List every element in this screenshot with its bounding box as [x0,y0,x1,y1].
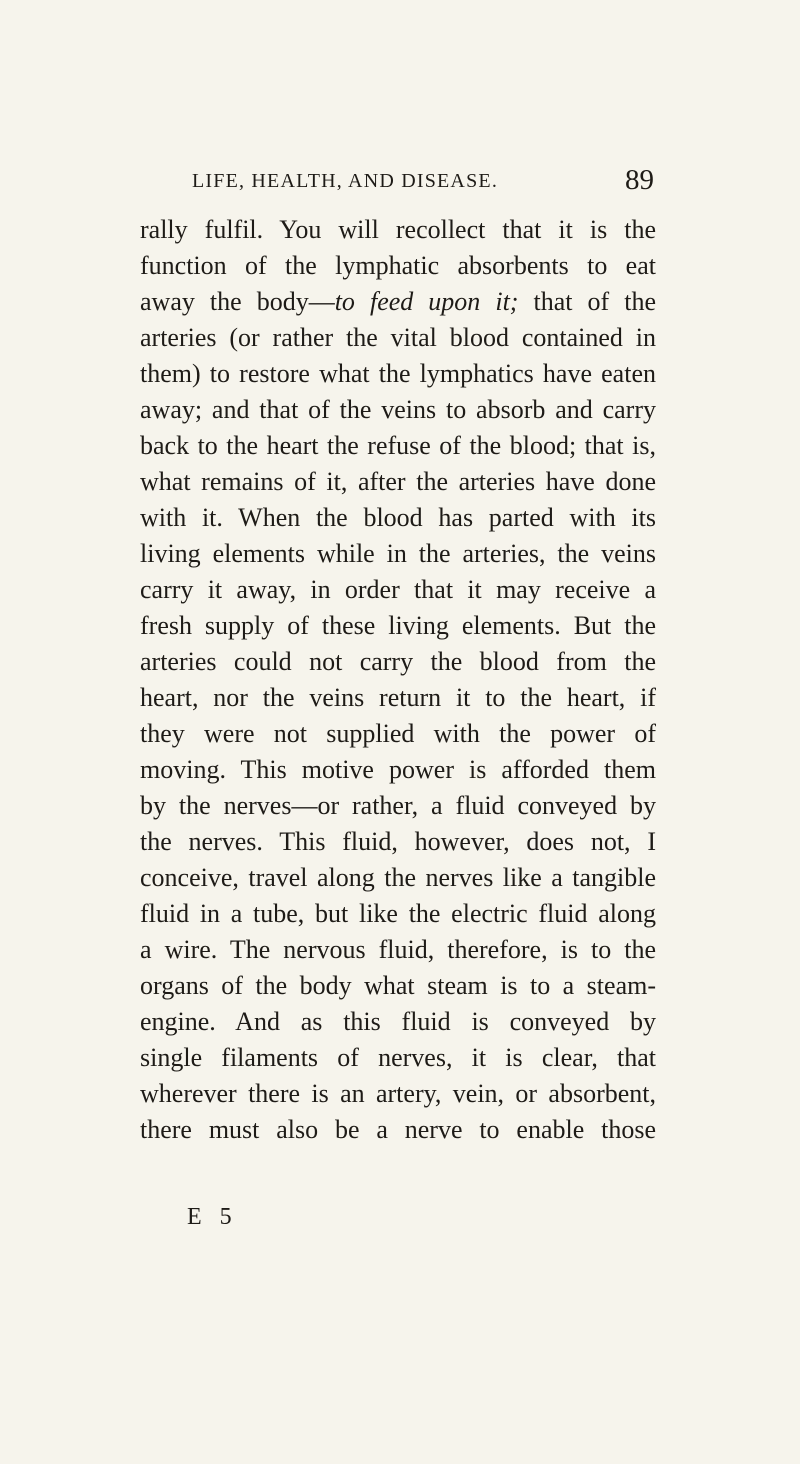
text-line: organs of the body what steam is to a steam- [140,971,656,1000]
text-line: fluid in a tube, but like the electric fluid along [140,899,656,928]
text-line: wherever there is an artery, vein, or absorbent, [140,1079,656,1108]
text-line-with-emphasis [140,284,656,320]
text-line: there must also be a nerve to enable those [140,1115,656,1144]
text-line: by the nerves—or rather, a fluid conveyed by [140,791,656,820]
text-line: function of the lymphatic absorbents to eat [140,251,656,280]
emphasis-text: to feed upon it; [334,287,519,316]
text-line: the nerves. This fluid, however, does not, I [140,827,656,856]
page-number: 89 [625,164,654,196]
text-line: engine. And as this fluid is conveyed by [140,1007,656,1036]
body-text [140,212,656,1148]
text-line: rally fulfil. You will recollect that it is the [140,215,656,244]
text-line: fresh supply of these living elements. But the [140,611,656,640]
text-line: them) to restore what the lymphatics have eaten [140,359,656,388]
text-line: single filaments of nerves, it is clear, that [140,1043,656,1072]
text-line: what remains of it, after the arteries have done [140,467,656,496]
text-line: conceive, travel along the nerves like a tangible [140,863,656,892]
running-head [192,164,654,198]
text-line: arteries could not carry the blood from the [140,647,656,676]
text-line: a wire. The nervous fluid, therefore, is to the [140,935,656,964]
text-line: moving. This motive power is afforded them [140,755,656,784]
text-line-end: that of the [518,287,656,316]
text-line: carry it away, in order that it may receive a [140,575,656,604]
text-line: heart, nor the veins return it to the heart, if [140,683,656,712]
text-line: they were not supplied with the power of [140,719,656,748]
running-title: LIFE, HEALTH, AND DISEASE. [192,170,499,192]
text-line: living elements while in the arteries, the veins [140,539,656,568]
text-line-start: away the body— [140,287,335,316]
signature-mark: E 5 [187,1204,238,1230]
text-line: away; and that of the veins to absorb and carry [140,395,656,424]
text-line: arteries (or rather the vital blood contained in [140,323,656,352]
text-line: with it. When the blood has parted with its [140,503,656,532]
text-line: back to the heart the refuse of the blood; that is, [140,431,656,460]
